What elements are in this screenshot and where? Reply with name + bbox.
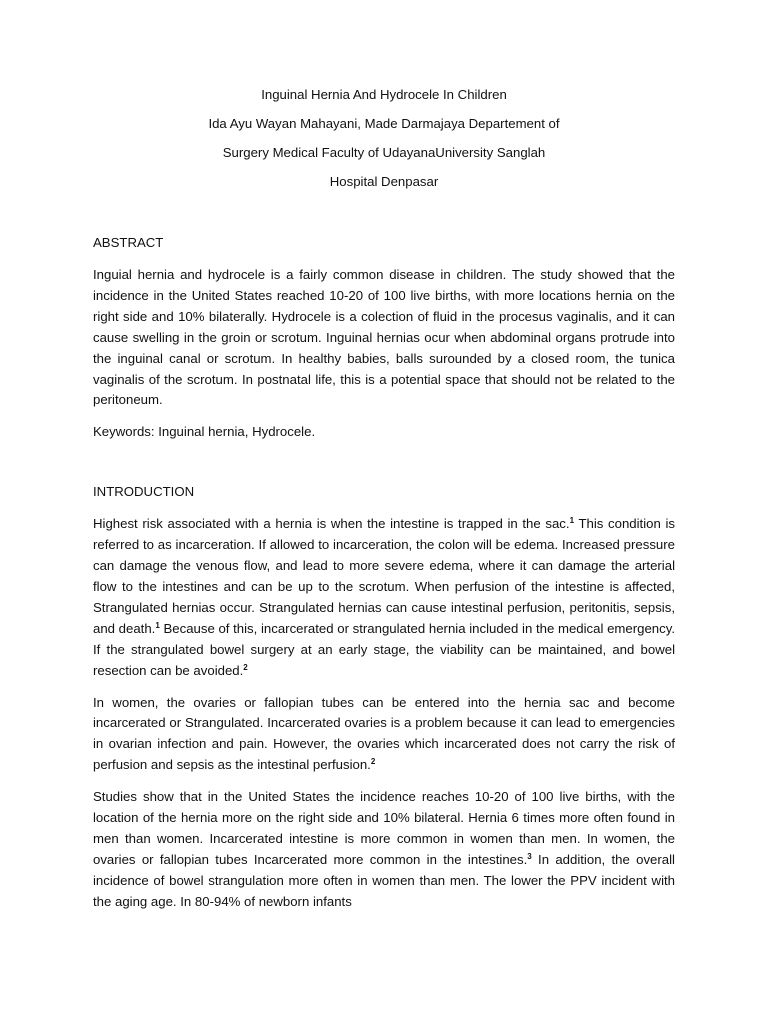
paragraph-text: Studies show that in the United States the incidence reaches 10-20 of 100 live births, with the location of the hernia more on the right side and 10% bilateral. Hernia 6 times more often found in men than women. Incarcerated intestine is more common in women than men. In women, the ovaries or fallopian tubes Incarcerated more common in the intestines. bbox=[93, 789, 675, 867]
authors-line-3: Hospital Denpasar bbox=[329, 174, 439, 189]
paragraph-text: Highest risk associated with a hernia is when the intestine is trapped in the sac. bbox=[93, 516, 570, 532]
paragraph-text: In women, the ovaries or fallopian tubes can be entered into the hernia sac and become incarcerated or Strangulated. Incarcerated ovaries is a problem because it can lead to emergencies in ovarian infection and pain. However, the ovaries which incarcerated does not carry the risk of perfusion and sepsis as the intestinal perfusion. bbox=[93, 694, 675, 773]
introduction-heading: INTRODUCTION bbox=[93, 484, 195, 500]
citation-ref: 2 bbox=[243, 662, 248, 672]
introduction-paragraph-2 bbox=[93, 693, 675, 777]
title-block bbox=[93, 85, 675, 192]
introduction-paragraph-1 bbox=[93, 514, 675, 681]
paragraph-text: Because of this, incarcerated or strangulated hernia included in the medical emergency. If the strangulated bowel surgery at an early stage, the viability can be maintained, and bowel resection can be avoided. bbox=[93, 620, 675, 678]
introduction-paragraph-3 bbox=[93, 787, 675, 912]
authors-line-1: Ida Ayu Wayan Mahayani, Made Darmajaya Departement of bbox=[208, 116, 560, 131]
paragraph-text: This condition is referred to as incarceration. If allowed to incarceration, the colon will be edema. Increased pressure can damage the venous flow, and lead to more severe edema, where it can damage the arterial flow to the intestines and can be up to the scrotum. When perfusion of the intestine is affected, Strangulated hernias occur. Strangulated hernias can cause intestinal perfusion, peritonitis, sepsis, and death. bbox=[93, 516, 675, 636]
citation-ref: 3 bbox=[527, 851, 532, 861]
paragraph-text: In addition, the overall incidence of bowel strangulation more often in women than men. The lower the PPV incident with the aging age. In 80-94% of newborn infants bbox=[93, 851, 675, 909]
citation-ref: 1 bbox=[569, 516, 575, 526]
abstract-paragraph: Inguial hernia and hydrocele is a fairly common disease in children. The study showed that the incidence in the United States reached 10-20 of 100 live births, with more locations hernia on the right side and 10% bilaterally. Hydrocele is a colection of fluid in the procesus vaginalis, and it can cause swelling in the groin or scrotum. Inguinal hernias ocur when abdominal organs protrude into the inguinal canal or scrotum. In healthy babies, balls surounded by a closed room, the tunica vaginalis of the scrotum. In postnatal life, this is a potential space that should not be related to the peritoneum. bbox=[93, 267, 675, 408]
paper-title: Inguinal Hernia And Hydrocele In Children bbox=[261, 87, 507, 102]
authors-line-2: Surgery Medical Faculty of UdayanaUniversity Sanglah bbox=[222, 145, 546, 160]
keywords: Keywords: Inguinal hernia, Hydrocele. bbox=[93, 424, 316, 440]
citation-ref: 2 bbox=[370, 757, 376, 767]
citation-ref: 1 bbox=[155, 620, 160, 630]
abstract-heading: ABSTRACT bbox=[93, 235, 164, 250]
